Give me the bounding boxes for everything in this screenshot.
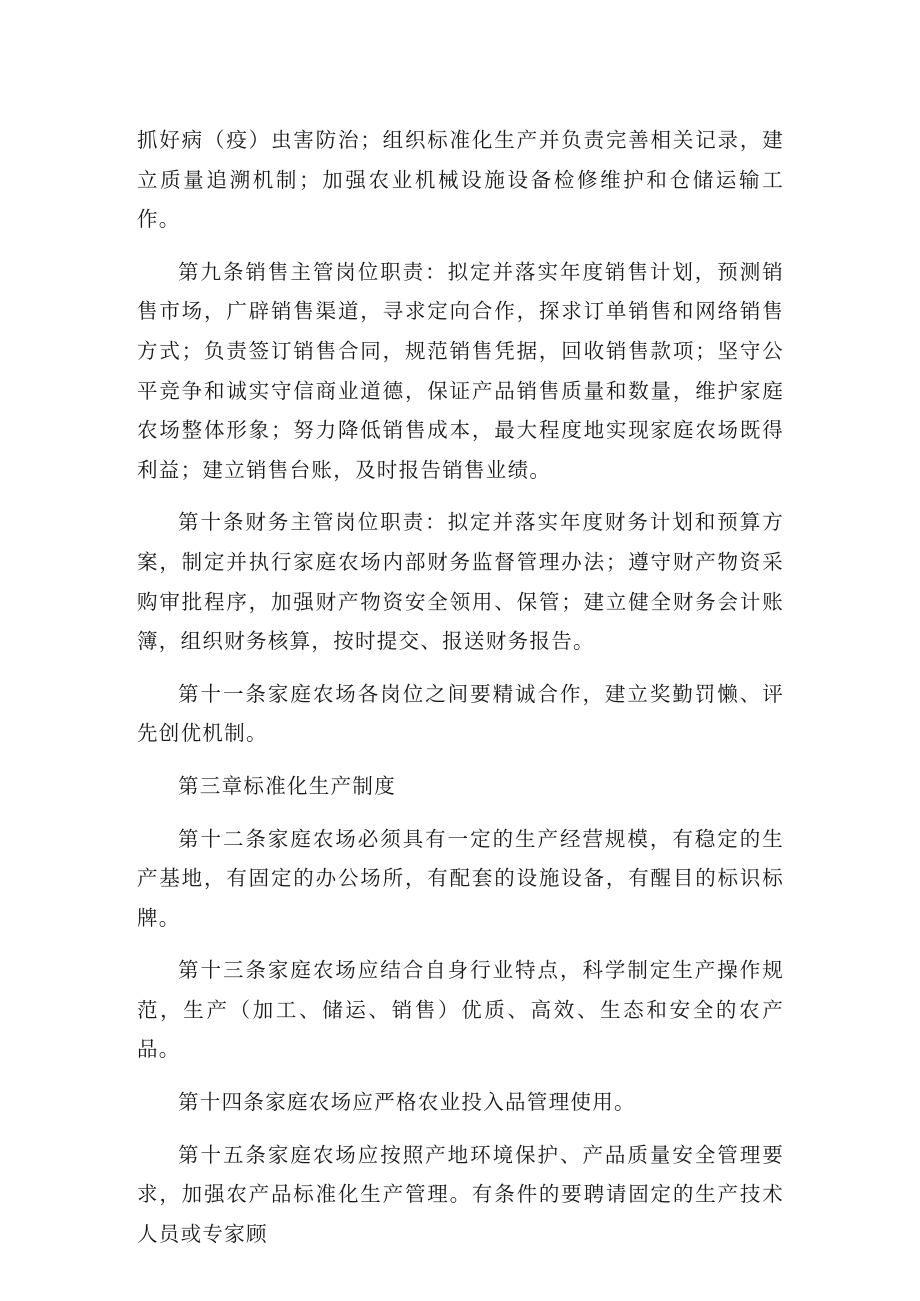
chapter-heading: 第三章标准化生产制度: [178, 773, 396, 798]
paragraph: 第十条财务主管岗位职责：拟定并落实年度财务计划和预算方案，制定并执行家庭农场内部财务监督管理办法；遵守财产物资采购审批程序，加强财产物资安全领用、保管；建立健全财务会计账簿，组织财务核算，按时提交、报送财务报告。: [137, 510, 784, 654]
paragraph: 第十一条家庭农场各岗位之间要精诚合作，建立奖勤罚懒、评先创优机制。: [137, 681, 784, 746]
paragraph: 第十三条家庭农场应结合自身行业特点，科学制定生产操作规范，生产（加工、储运、销售）优质、高效、生态和安全的农产品。: [137, 958, 784, 1062]
paragraph: 第十五条家庭农场应按照产地环境保护、产品质量安全管理要求，加强农产品标准化生产管理。有条件的要聘请固定的生产技术人员或专家顾: [137, 1142, 784, 1246]
paragraph: 第九条销售主管岗位职责：拟定并落实年度销售计划，预测销售市场，广辟销售渠道，寻求定向合作，探求订单销售和网络销售方式；负责签订销售合同，规范销售凭据，回收销售款项；坚守公平竞争和诚实守信商业道德，保证产品销售质量和数量，维护家庭农场整体形象；努力降低销售成本，最大程度地实现家庭农场既得利益；建立销售台账，及时报告销售业绩。: [137, 259, 784, 482]
paragraph: 抓好病（疫）虫害防治；组织标准化生产并负责完善相关记录，建立质量追溯机制；加强农业机械设施设备检修维护和仓储运输工作。: [137, 128, 784, 232]
paragraph: 第十二条家庭农场必须具有一定的生产经营规模，有稳定的生产基地，有固定的办公场所，有配套的设施设备，有醒目的标识标牌。: [137, 826, 784, 930]
paragraph: 第十四条家庭农场应严格农业投入品管理使用。: [178, 1090, 636, 1115]
